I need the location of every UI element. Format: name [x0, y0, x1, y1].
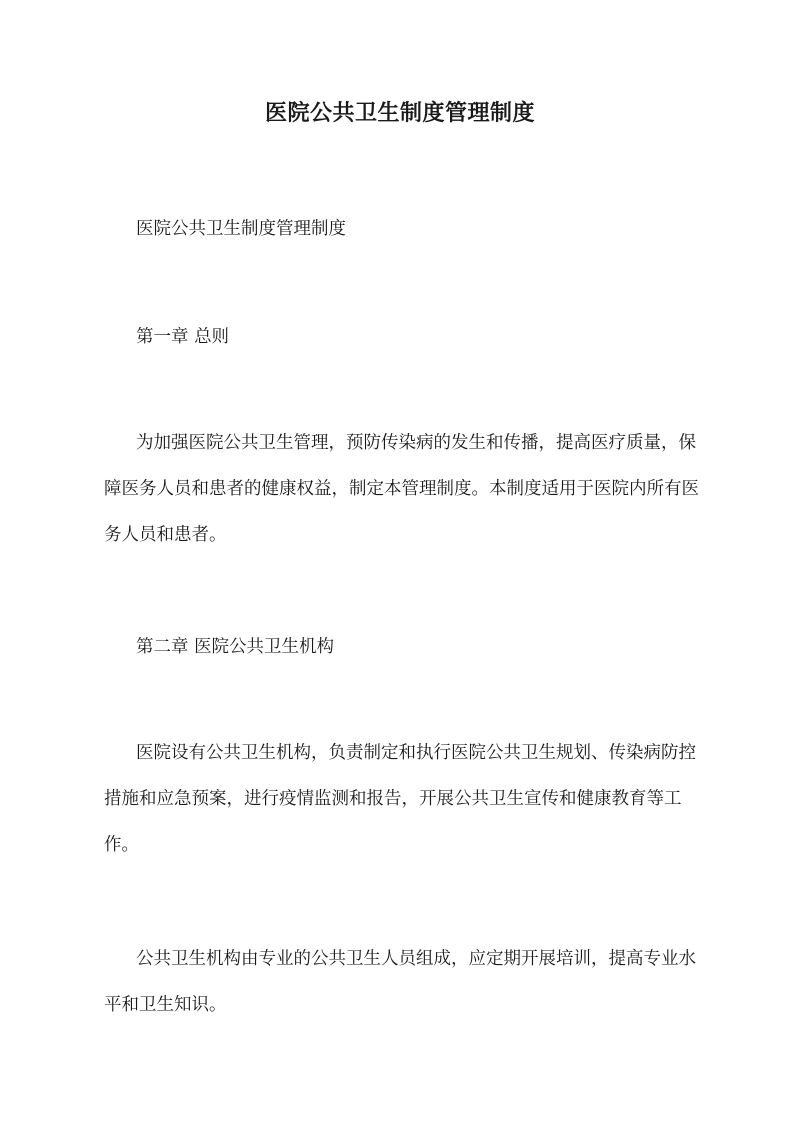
chapter-2-heading: 第二章 医院公共卫生机构: [136, 637, 335, 657]
document-subtitle: 医院公共卫生制度管理制度: [136, 219, 346, 239]
chapter-2-paragraph-2: 公共卫生机构由专业的公共卫生人员组成，应定期开展培训，提高专业水平和卫生知识。: [104, 949, 696, 1015]
chapter-1-heading: 第一章 总则: [136, 327, 230, 347]
chapter-1-paragraph: 为加强医院公共卫生管理，预防传染病的发生和传播，提高医疗质量，保障医务人员和患者的健康权益，制定本管理制度。本制度适用于医院内所有医务人员和患者。: [104, 433, 699, 545]
document-title: 医院公共卫生制度管理制度: [264, 100, 535, 126]
chapter-2-paragraph-1: 医院设有公共卫生机构，负责制定和执行医院公共卫生规划、传染病防控措施和应急预案，进行疫情监测和报告，开展公共卫生宣传和健康教育等工作。: [104, 743, 696, 855]
